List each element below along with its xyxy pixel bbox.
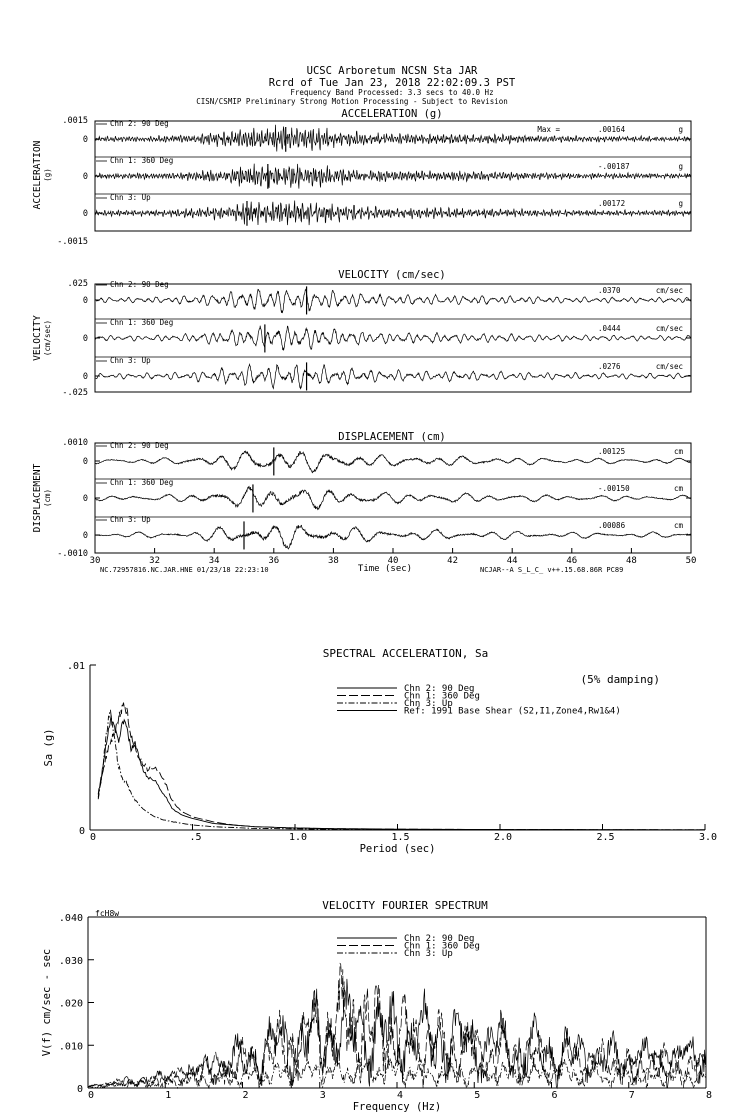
group-unit-label: (g): [43, 168, 52, 182]
channel-dis-2: [83, 515, 691, 549]
group-acc: [32, 108, 691, 247]
y-min-label: -.0015: [57, 237, 88, 247]
time-tick-label: 32: [149, 556, 161, 566]
y-tick-label: 0: [76, 1084, 83, 1095]
x-tick-label: 0: [87, 1090, 95, 1101]
channel-acc-2: [83, 193, 691, 226]
legend-entry: Chn 1: 360 Deg: [404, 941, 480, 952]
time-tick-label: 36: [268, 556, 280, 566]
channel-vel-2: [83, 356, 691, 390]
channel-max-value: .0370: [598, 286, 621, 295]
legend-entry: Chn 2: 90 Deg: [404, 934, 475, 944]
y-tick-label: 0: [78, 826, 85, 837]
zero-label: 0: [82, 457, 88, 467]
channel-unit: cm: [673, 447, 683, 456]
time-series-section: [32, 108, 696, 574]
damping-note: (5% damping): [580, 673, 660, 686]
channel-unit: cm: [673, 484, 683, 493]
channel-name: Chn 1: 360 Deg: [110, 156, 174, 165]
group-side-label: DISPLACEMENT: [32, 463, 43, 533]
footer-left: NC.72957816.NC.JAR.HNE 01/23/18 22:23:10: [100, 566, 269, 574]
zero-label: 0: [82, 172, 88, 182]
sa-series-line: [98, 710, 705, 829]
channel-max-value: .00125: [598, 447, 626, 456]
y-min-label: -.0010: [57, 549, 88, 559]
x-tick-label: 3.0: [698, 832, 718, 843]
time-tick-label: 34: [208, 556, 220, 566]
time-axis-label: Time (sec): [357, 564, 413, 574]
header-station: UCSC Arboretum NCSN Sta JAR: [306, 65, 478, 77]
legend-entry: Chn 2: 90 Deg: [404, 684, 475, 694]
group-side-label: VELOCITY: [32, 315, 43, 361]
x-tick-label: 1.5: [391, 832, 410, 843]
x-axis-label: Period (sec): [359, 843, 436, 855]
group-title: DISPLACEMENT (cm): [338, 431, 446, 443]
group-unit-label: (cm/sec): [43, 319, 52, 357]
channel-unit: cm/sec: [655, 324, 683, 333]
y-axis-label: Sa (g): [43, 728, 55, 767]
group-unit-label: (cm): [43, 488, 52, 508]
channel-name: Chn 3: Up: [110, 515, 151, 524]
y-max-label: .0015: [62, 116, 88, 126]
header-record-time: Rcrd of Tue Jan 23, 2018 22:02:09.3 PST: [268, 77, 516, 89]
group-title: VELOCITY (cm/sec): [338, 269, 446, 281]
time-tick-label: 46: [566, 556, 578, 566]
group-side-label: ACCELERATION: [32, 140, 43, 210]
channel-name: Chn 3: Up: [110, 193, 151, 202]
y-tick-label: .01: [66, 661, 85, 672]
channel-acc-1: [83, 156, 691, 189]
group-title: ACCELERATION (g): [341, 108, 443, 120]
x-tick-label: 2.5: [596, 832, 615, 843]
x-tick-label: 4: [396, 1090, 404, 1101]
x-tick-label: 3: [319, 1090, 326, 1101]
x-tick-label: 2.0: [493, 832, 513, 843]
time-tick-label: 38: [327, 556, 339, 566]
time-tick-label: 50: [685, 556, 697, 566]
time-tick-label: 42: [447, 556, 459, 566]
channel-acc-0: [83, 119, 691, 152]
x-axis-label: Frequency (Hz): [352, 1101, 442, 1113]
channel-dis-1: [83, 478, 691, 512]
legend-entry: Ref: 1991 Base Shear (S2,I1,Zone4,Rw1&4): [404, 706, 621, 717]
header-frequency-band: Frequency Band Processed: 3.3 secs to 40.0 Hz: [290, 88, 494, 97]
x-tick-label: 1.0: [288, 832, 308, 843]
zero-label: 0: [82, 494, 88, 504]
channel-name: Chn 2: 90 Deg: [110, 280, 169, 289]
time-tick-label: 48: [625, 556, 637, 566]
legend-entry: Chn 3: Up: [404, 699, 453, 709]
time-tick-label: 44: [506, 556, 518, 566]
zero-label: 0: [82, 531, 88, 541]
x-tick-label: 6: [551, 1090, 558, 1101]
y-min-label: -.025: [62, 388, 88, 398]
channel-max-value: .0444: [598, 324, 621, 333]
channel-vel-1: [83, 318, 691, 352]
channel-unit: g: [678, 199, 683, 208]
group-vel: [32, 269, 691, 398]
channel-max-value: .00172: [598, 199, 626, 208]
max-prefix: Max =: [537, 125, 560, 134]
y-tick-label: .040: [58, 913, 83, 924]
x-tick-label: 0: [89, 832, 97, 843]
channel-max-value: -.00150: [598, 484, 630, 493]
channel-unit: cm: [673, 521, 683, 530]
channel-name: Chn 2: 90 Deg: [110, 441, 169, 450]
channel-unit: cm/sec: [655, 362, 683, 371]
zero-label: 0: [82, 135, 88, 145]
velocity-fourier-spectrum-chart: [41, 899, 712, 1113]
corner-label: fcH8w: [95, 909, 120, 918]
channel-max-value: -.00187: [598, 162, 630, 171]
channel-name: Chn 3: Up: [110, 356, 151, 365]
y-max-label: .0010: [62, 438, 88, 448]
spectral-acceleration-chart: [43, 647, 717, 855]
time-tick-label: 40: [387, 556, 399, 566]
sa-series-line: [98, 716, 705, 830]
group-dis: [32, 431, 691, 559]
chart-title: VELOCITY FOURIER SPECTRUM: [322, 899, 488, 912]
x-tick-label: 1: [165, 1090, 172, 1101]
channel-name: Chn 2: 90 Deg: [110, 119, 169, 128]
y-tick-label: .020: [58, 998, 83, 1010]
y-axis-label: V(f) cm/sec - sec: [41, 948, 53, 1057]
record-header: [196, 65, 516, 106]
channel-dis-0: [83, 441, 691, 475]
x-tick-label: .5: [189, 832, 202, 843]
x-tick-label: 8: [705, 1090, 713, 1101]
y-tick-label: .010: [58, 1041, 83, 1053]
channel-vel-0: [83, 280, 691, 314]
x-tick-label: 5: [474, 1090, 481, 1101]
zero-label: 0: [82, 209, 88, 219]
channel-max-value: .00086: [598, 521, 626, 530]
fs-series-line: [88, 979, 706, 1088]
legend-entry: Chn 1: 360 Deg: [404, 691, 480, 702]
zero-label: 0: [82, 296, 88, 306]
header-processing-note: CISN/CSMIP Preliminary Strong Motion Processing - Subject to Revision: [196, 97, 508, 106]
channel-name: Chn 1: 360 Deg: [110, 478, 174, 487]
x-tick-label: 2: [242, 1090, 249, 1101]
chart-title: SPECTRAL ACCELERATION, Sa: [322, 647, 489, 660]
y-max-label: .025: [67, 279, 88, 289]
channel-max-value: .00164: [598, 125, 626, 134]
channel-unit: g: [678, 125, 683, 134]
channel-unit: cm/sec: [655, 286, 683, 295]
footer-right: NCJAR--A S_L_C_ v++.15.68.86R PC89: [480, 566, 624, 574]
x-tick-label: 7: [628, 1090, 635, 1101]
zero-label: 0: [82, 372, 88, 382]
channel-max-value: .0276: [598, 362, 621, 371]
y-tick-label: .030: [58, 955, 83, 967]
sa-series-line: [98, 703, 705, 830]
channel-unit: g: [678, 162, 683, 171]
legend-entry: Chn 3: Up: [404, 949, 453, 959]
zero-label: 0: [82, 334, 88, 344]
channel-name: Chn 1: 360 Deg: [110, 318, 174, 327]
time-tick-label: 30: [89, 556, 101, 566]
